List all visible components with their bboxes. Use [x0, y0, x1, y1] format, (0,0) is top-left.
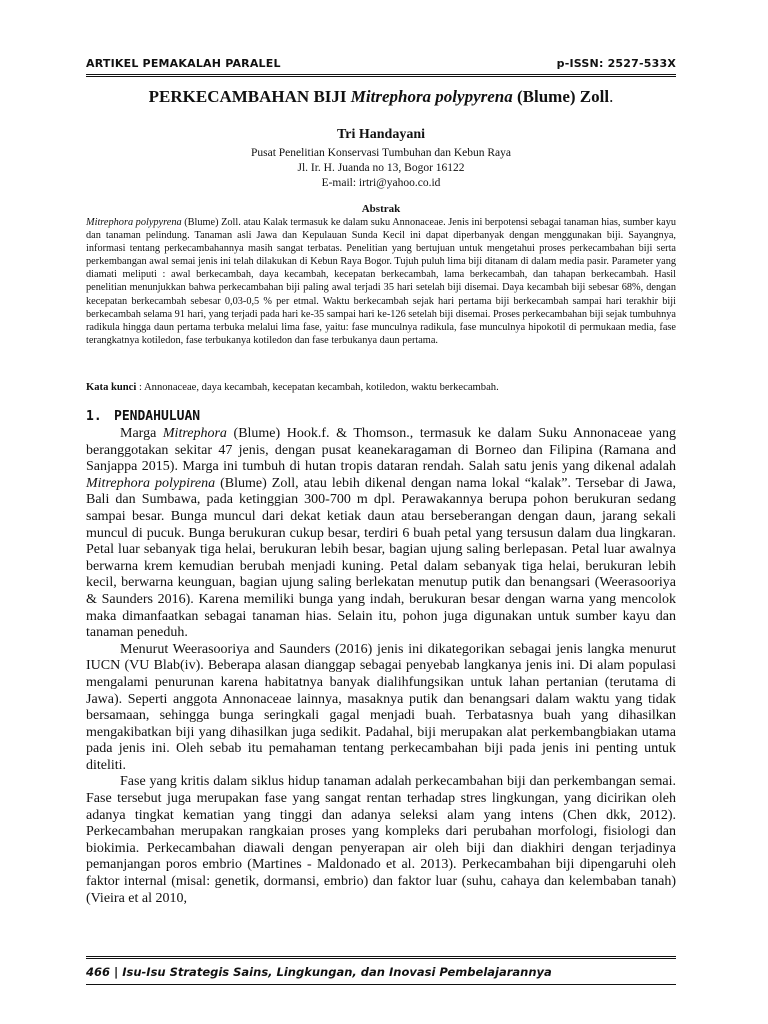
section-number: 1. — [86, 409, 102, 424]
footer-bottom-rule — [86, 984, 676, 985]
author-name: Tri Handayani — [336, 127, 426, 142]
paper-title: PERKECAMBAHAN BIJI Mitrephora polypyrena (Blume) Zoll. — [148, 87, 614, 106]
keywords: Kata kunci : Annonaceae, daya kecambah, kecepatan kecambah, kotiledon, waktu berkecambah. — [86, 382, 499, 393]
section-heading — [86, 409, 200, 424]
paragraph-2: Menurut Weerasooriya and Saunders (2016) jenis ini dikategorikan sebagai jenis langka menurut IUCN (VU Blab(iv). Beberapa alasan dianggap sebagai penyebab langkanya jenis ini. Di alam populasi mengalami penurunan karena habitatnya banyak dialihfungsikan untuk lahan pertanian (terutama di Jawa). Seperti anggota Annonaceae lainnya, masaknya putik dan benangsari dalam waktu yang tidak bersamaan, sehingga bunga seringkali gagal menjadi buah. Terbatasnya buah yang dihasilkan mengakibatkan biji yang dihasilkan juga sedikit. Padahal, biji merupakan alat perkembangbiakan utama pada jenis ini. Oleh sebab itu pemahaman tentang perkecambahan biji pada jenis ini penting untuk diteliti. — [86, 641, 676, 773]
section-title: PENDAHULUAN — [114, 409, 201, 424]
email: E-mail: irtri@yahoo.co.id — [321, 177, 441, 189]
header-rule — [86, 74, 676, 75]
abstract-text: Mitrephora polypyrena (Blume) Zoll. atau Kalak termasuk ke dalam suku Annonaceae. Jenis ini berpotensi sebagai tanaman hias, sumber kayu dan tanaman pelindung. Tanaman asli Jawa dan Kepulauan Sunda Kecil ini dapat diperbanyak dengan menggunakan biji. Sayangnya, informasi tentang perkecambahannya masih sangat terbatas. Penelitian yang bertujuan untuk mengetahui proses perkecambahan biji serta perkembangan awal semai jenis ini telah dilakukan di Kebun Raya Bogor. Tujuh puluh lima biji ditanam di dalam media pasir. Parameter yang diamati meliputi : awal berkecambah, daya kecambah, kecepatan berkecambah, lama berkecambah, dan tahapan berkecambah. Hasil penelitian menunjukkan bahwa perkecambahan biji paling awal terjadi 35 hari setelah biji disemai. Daya kecambah biji sebesar 68%, dengan kecepatan berkecambah sebesar 0,03-0,5 % per etmal. Waktu berkecambah sejak hari pertama biji berkecambah sampai hari terakhir biji berkecambah selama 91 hari, yang terjadi pada hari ke-35 sampai hari ke-126 setelah biji disemai. Proses perkecambahan biji sejak tumbuhnya radikula hingga daun pertama terbuka melalui lima fase, yaitu: fase munculnya radikula, fase munculnya hipokotil di permukaan media, fase terangkatnya kotiledon, fase terbukanya kotiledon dan fase terbukanya daun pertama. — [86, 217, 676, 346]
keywords-label: Kata kunci — [86, 382, 137, 393]
footer-rule — [86, 956, 676, 957]
address: Jl. Ir. H. Juanda no 13, Bogor 16122 — [297, 162, 465, 174]
paragraph-1: Marga Mitrephora (Blume) Hook.f. & Thomson., termasuk ke dalam Suku Annonaceae yang beranggotakan sekitar 47 jenis, dengan pusat keanekaragaman di Borneo dan Filipina (Ramana and Sanjappa 2015). Marga ini tumbuh di hutan tropis dataran rendah. Salah satu jenis yang dikenal adalah Mitrephora polypirena (Blume) Zoll, atau lebih dikenal dengan nama lokal “kalak”. Tersebar di Jawa, Bali dan Sumbawa, pada ketinggian 300-700 m dpl. Perawakannya berupa pohon berukuran sedang sampai besar. Bunga muncul dari dekat ketiak daun atau berseberangan dengan daun, jarang sekali muncul di pucuk. Bunga berukuran cukup besar, terdiri 6 buah petal yang tersusun dalam dua lingkaran. Petal luar sebanyak tiga helai, berukuran lebih besar, bagian ujung saling berlepasan. Petal luar awalnya berwarna krem kemudian berubah menjadi kuning. Petal dalam sebanyak tiga helai, berukuran lebih kecil, berwarna keunguan, bagian ujung saling berlekatan menutup putik dan benangsari (Weerasooriya & Saunders 2016). Karena memiliki bunga yang indah, berukuran besar dengan warna yang mencolok maka dimanfaatkan sebagai tanaman hias. Selain itu, pohon juga digunakan untuk sumber kayu dan tanaman peneduh. — [86, 426, 676, 641]
title-species: Mitrephora polypyrena — [350, 87, 513, 106]
institution: Pusat Penelitian Konservasi Tumbuhan dan Kebun Raya — [250, 147, 511, 159]
author-affiliation — [86, 146, 676, 191]
abstract-heading: Abstrak — [361, 203, 401, 215]
page-footer: 466 | Isu-Isu Strategis Sains, Lingkungan, dan Inovasi Pembelajarannya — [86, 965, 552, 979]
header-label: ARTIKEL PEMAKALAH PARALEL — [86, 57, 281, 70]
header-rule-double — [86, 76, 676, 77]
paragraph-3: Fase yang kritis dalam siklus hidup tanaman adalah perkecambahan biji dan perkembangan semai. Fase tersebut juga merupakan fase yang sangat rentan terhadap stres lingkungan, yang dicirikan oleh adanya tingkat kematian yang tinggi dan adanya seleksi alam yang intens (Chen dkk, 2012). Perkecambahan merupakan rangkaian proses yang kompleks dari perubahan morfologi, fisiologi dan biokimia. Perkecambahan diawali dengan penyerapan air oleh biji dan diakhiri dengan terjadinya pemanjangan poros embrio (Martines - Maldonado et al. 2013). Perkecambahan biji dipengaruhi oleh faktor internal (misal: genetik, dormansi, embrio) dan faktor luar (suhu, cahaya dan kelembaban tanah) (Vieira et al 2010, — [86, 774, 676, 906]
running-header — [86, 57, 676, 70]
footer-rule-double — [86, 958, 676, 959]
section-body — [86, 426, 676, 907]
issn: p-ISSN: 2527-533X — [556, 57, 676, 70]
